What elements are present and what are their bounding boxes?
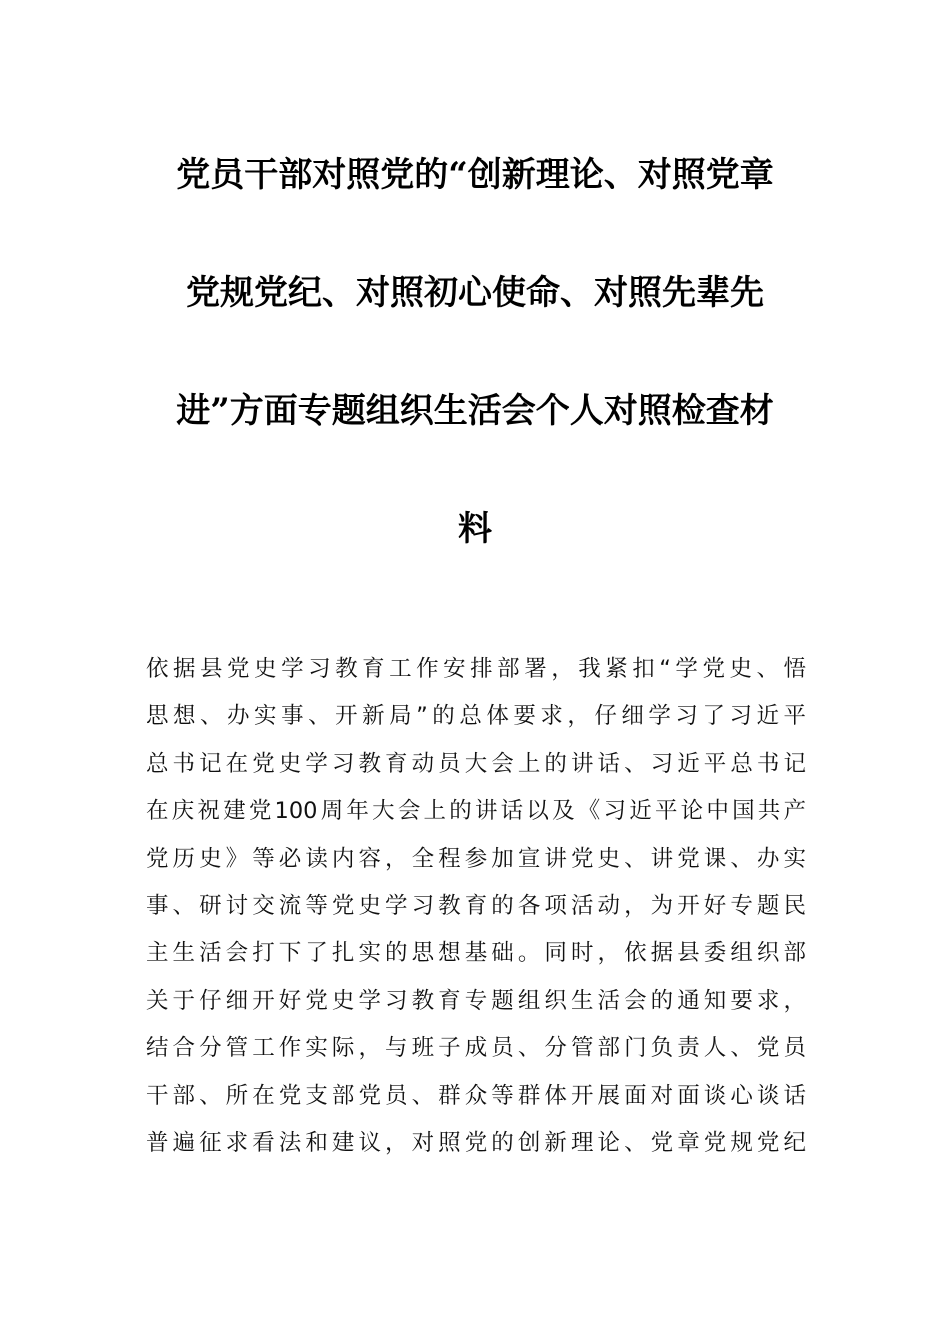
body-line: 在庆祝建党100周年大会上的讲话以及《习近平论中国共产 xyxy=(146,798,806,825)
body-line: 主生活会打下了扎实的思想基础。同时，依据县委组织部 xyxy=(146,940,806,967)
body-line: 事、研讨交流等党史学习教育的各项活动，为开好专题民 xyxy=(146,892,806,919)
title-line: 料 xyxy=(458,509,492,549)
body-paragraph xyxy=(146,646,806,1167)
body-line: 依据县党史学习教育工作安排部署，我紧扣“学党史、悟 xyxy=(146,656,806,682)
body-line: 党历史》等必读内容，全程参加宣讲党史、讲党课、办实 xyxy=(146,845,806,872)
title-line: 党规党纪、对照初心使命、对照先辈先 xyxy=(186,273,764,313)
body-line: 结合分管工作实际，与班子成员、分管部门负责人、党员 xyxy=(146,1035,806,1062)
body-line: 干部、所在党支部党员、群众等群体开展面对面谈心谈话 xyxy=(146,1082,806,1109)
body-line: 思想、办实事、开新局”的总体要求，仔细学习了习近平 xyxy=(146,703,806,730)
title-line: 进”方面专题组织生活会个人对照检查材 xyxy=(176,391,774,431)
body-line: 普遍征求看法和建议，对照党的创新理论、党章党规党纪 xyxy=(146,1129,806,1156)
title-line: 党员干部对照党的“创新理论、对照党章 xyxy=(176,155,774,195)
body-line: 关于仔细开好党史学习教育专题组织生活会的通知要求， xyxy=(146,987,806,1014)
document-title xyxy=(140,145,810,617)
body-line: 总书记在党史学习教育动员大会上的讲话、习近平总书记 xyxy=(146,750,806,777)
